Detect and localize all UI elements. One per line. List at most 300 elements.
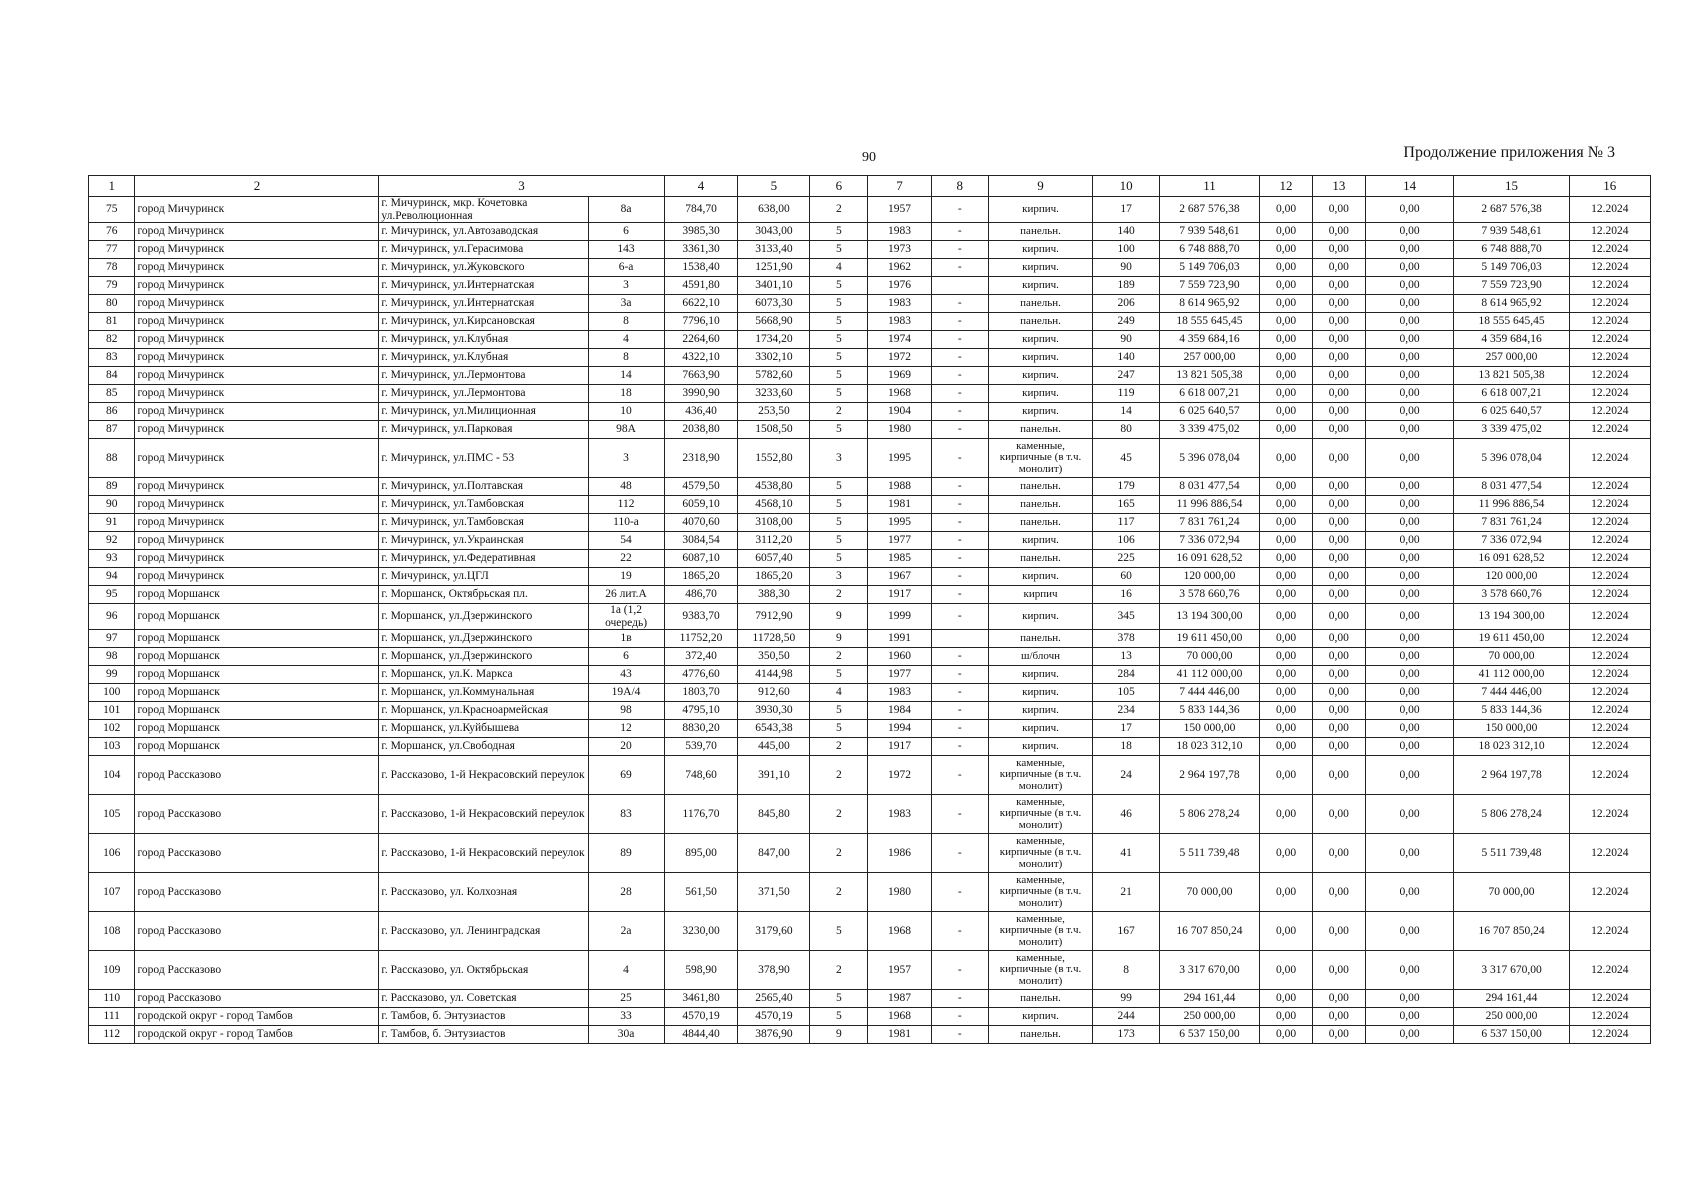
- cost-col-14-cell: 0,00: [1365, 514, 1454, 532]
- house-number-cell: 20: [588, 738, 664, 756]
- cost-col-12-cell: 0,00: [1260, 532, 1313, 550]
- address-cell: г. Мичуринск, ул.Герасимова: [379, 241, 588, 259]
- cell-8-cell: -: [931, 756, 988, 795]
- wall-material-cell: кирпич.: [988, 349, 1093, 367]
- municipality-cell: город Моршанск: [135, 604, 379, 630]
- address-cell: г. Рассказово, 1-й Некрасовский переулок: [379, 834, 588, 873]
- deadline-cell: 12.2024: [1569, 873, 1650, 912]
- cost-col-12-cell: 0,00: [1260, 951, 1313, 990]
- residents-cell: 117: [1093, 514, 1160, 532]
- floors-cell: 5: [810, 349, 868, 367]
- cost-total-cell: 13 821 505,38: [1159, 367, 1259, 385]
- table-row: [89, 648, 1651, 666]
- floors-cell: 3: [810, 439, 868, 478]
- row-number-cell: 108: [89, 912, 135, 951]
- total-area-cell: 598,90: [664, 951, 738, 990]
- wall-material-cell: каменные, кирпичные (в т.ч. монолит): [988, 951, 1093, 990]
- wall-material-cell: панельн.: [988, 496, 1093, 514]
- floors-cell: 5: [810, 385, 868, 403]
- cost-col-13-cell: 0,00: [1312, 834, 1365, 873]
- floors-cell: 5: [810, 720, 868, 738]
- cost-col-15-cell: 7 444 446,00: [1454, 684, 1569, 702]
- cost-col-13-cell: 0,00: [1312, 912, 1365, 951]
- cost-col-12-cell: 0,00: [1260, 586, 1313, 604]
- wall-material-cell: каменные, кирпичные (в т.ч. монолит): [988, 834, 1093, 873]
- cost-total-cell: 6 618 007,21: [1159, 385, 1259, 403]
- table-row: [89, 403, 1651, 421]
- municipality-cell: город Мичуринск: [135, 367, 379, 385]
- cost-col-12-cell: 0,00: [1260, 702, 1313, 720]
- cost-col-14-cell: 0,00: [1365, 756, 1454, 795]
- table-row: [89, 630, 1651, 648]
- row-number-cell: 102: [89, 720, 135, 738]
- residents-cell: 247: [1093, 367, 1160, 385]
- cost-col-14-cell: 0,00: [1365, 496, 1454, 514]
- wall-material-cell: кирпич.: [988, 738, 1093, 756]
- residents-cell: 13: [1093, 648, 1160, 666]
- cost-col-13-cell: 0,00: [1312, 795, 1365, 834]
- wall-material-cell: кирпич.: [988, 568, 1093, 586]
- deadline-cell: 12.2024: [1569, 648, 1650, 666]
- wall-material-cell: каменные, кирпичные (в т.ч. монолит): [988, 873, 1093, 912]
- house-number-cell: 19А/4: [588, 684, 664, 702]
- cost-col-13-cell: 0,00: [1312, 1026, 1365, 1044]
- cost-total-cell: 6 025 640,57: [1159, 403, 1259, 421]
- address-cell: г. Мичуринск, ул.ЦГЛ: [379, 568, 588, 586]
- table-row: [89, 331, 1651, 349]
- row-number-cell: 106: [89, 834, 135, 873]
- table-row: [89, 550, 1651, 568]
- address-cell: г. Мичуринск, ул.Клубная: [379, 331, 588, 349]
- cost-col-12-cell: 0,00: [1260, 385, 1313, 403]
- continuation-title: Продолжение приложения № 3: [1403, 144, 1615, 161]
- residents-cell: 173: [1093, 1026, 1160, 1044]
- table-row: [89, 385, 1651, 403]
- cost-col-14-cell: 0,00: [1365, 421, 1454, 439]
- floors-cell: 5: [810, 532, 868, 550]
- wall-material-cell: кирпич.: [988, 197, 1093, 223]
- municipality-cell: город Мичуринск: [135, 349, 379, 367]
- cell-8-cell: -: [931, 532, 988, 550]
- municipality-cell: город Моршанск: [135, 684, 379, 702]
- address-cell: г. Мичуринск, ул.Тамбовская: [379, 514, 588, 532]
- cell-8-cell: -: [931, 666, 988, 684]
- row-number-cell: 92: [89, 532, 135, 550]
- wall-material-cell: панельн.: [988, 421, 1093, 439]
- cost-col-12-cell: 0,00: [1260, 568, 1313, 586]
- address-cell: г. Рассказово, ул. Советская: [379, 990, 588, 1008]
- floors-cell: 2: [810, 951, 868, 990]
- row-number-cell: 77: [89, 241, 135, 259]
- residents-cell: 46: [1093, 795, 1160, 834]
- cost-col-14-cell: 0,00: [1365, 1026, 1454, 1044]
- floors-cell: 5: [810, 331, 868, 349]
- table-row: [89, 738, 1651, 756]
- cell-8-cell: -: [931, 951, 988, 990]
- cost-col-15-cell: 13 194 300,00: [1454, 604, 1569, 630]
- year-built-cell: 1904: [868, 403, 931, 421]
- total-area-cell: 6622,10: [664, 295, 738, 313]
- row-number-cell: 94: [89, 568, 135, 586]
- municipality-cell: город Мичуринск: [135, 241, 379, 259]
- cell-8-cell: -: [931, 604, 988, 630]
- deadline-cell: 12.2024: [1569, 951, 1650, 990]
- cost-col-13-cell: 0,00: [1312, 630, 1365, 648]
- cost-col-15-cell: 120 000,00: [1454, 568, 1569, 586]
- residents-cell: 90: [1093, 259, 1160, 277]
- cost-col-13-cell: 0,00: [1312, 550, 1365, 568]
- cost-col-14-cell: 0,00: [1365, 385, 1454, 403]
- row-number-cell: 91: [89, 514, 135, 532]
- cost-col-13-cell: 0,00: [1312, 873, 1365, 912]
- row-number-cell: 76: [89, 223, 135, 241]
- deadline-cell: 12.2024: [1569, 568, 1650, 586]
- living-area-cell: 350,50: [738, 648, 810, 666]
- table-row: [89, 514, 1651, 532]
- total-area-cell: 11752,20: [664, 630, 738, 648]
- cost-col-14-cell: 0,00: [1365, 666, 1454, 684]
- house-number-cell: 25: [588, 990, 664, 1008]
- house-number-cell: 30а: [588, 1026, 664, 1044]
- cost-total-cell: 257 000,00: [1159, 349, 1259, 367]
- house-number-cell: 69: [588, 756, 664, 795]
- cost-col-15-cell: 6 748 888,70: [1454, 241, 1569, 259]
- living-area-cell: 253,50: [738, 403, 810, 421]
- cell-8-cell: -: [931, 514, 988, 532]
- residents-cell: 21: [1093, 873, 1160, 912]
- cost-col-15-cell: 13 821 505,38: [1454, 367, 1569, 385]
- living-area-cell: 1734,20: [738, 331, 810, 349]
- living-area-cell: 3401,10: [738, 277, 810, 295]
- year-built-cell: 1972: [868, 756, 931, 795]
- deadline-cell: 12.2024: [1569, 385, 1650, 403]
- cell-8-cell: -: [931, 496, 988, 514]
- cost-col-15-cell: 41 112 000,00: [1454, 666, 1569, 684]
- cost-col-12-cell: 0,00: [1260, 439, 1313, 478]
- residents-cell: 140: [1093, 349, 1160, 367]
- floors-cell: 5: [810, 367, 868, 385]
- cost-col-14-cell: 0,00: [1365, 277, 1454, 295]
- cost-col-12-cell: 0,00: [1260, 666, 1313, 684]
- cost-col-14-cell: 0,00: [1365, 259, 1454, 277]
- floors-cell: 2: [810, 795, 868, 834]
- house-number-cell: 48: [588, 478, 664, 496]
- cost-col-13-cell: 0,00: [1312, 496, 1365, 514]
- cost-col-13-cell: 0,00: [1312, 514, 1365, 532]
- total-area-cell: 372,40: [664, 648, 738, 666]
- year-built-cell: 1962: [868, 259, 931, 277]
- cost-col-13-cell: 0,00: [1312, 756, 1365, 795]
- table-row: [89, 912, 1651, 951]
- cost-col-12-cell: 0,00: [1260, 1026, 1313, 1044]
- total-area-cell: 3361,30: [664, 241, 738, 259]
- cell-8-cell: -: [931, 403, 988, 421]
- year-built-cell: 1968: [868, 1008, 931, 1026]
- house-number-cell: 3: [588, 439, 664, 478]
- year-built-cell: 1969: [868, 367, 931, 385]
- residents-cell: 8: [1093, 951, 1160, 990]
- deadline-cell: 12.2024: [1569, 403, 1650, 421]
- living-area-cell: 3108,00: [738, 514, 810, 532]
- wall-material-cell: каменные, кирпичные (в т.ч. монолит): [988, 795, 1093, 834]
- cost-total-cell: 8 614 965,92: [1159, 295, 1259, 313]
- table-row: [89, 1026, 1651, 1044]
- cost-total-cell: 5 833 144,36: [1159, 702, 1259, 720]
- house-number-cell: 19: [588, 568, 664, 586]
- living-area-cell: 4568,10: [738, 496, 810, 514]
- living-area-cell: 4570,19: [738, 1008, 810, 1026]
- cost-col-12-cell: 0,00: [1260, 241, 1313, 259]
- floors-cell: 2: [810, 586, 868, 604]
- house-number-cell: 33: [588, 1008, 664, 1026]
- deadline-cell: 12.2024: [1569, 496, 1650, 514]
- residents-cell: 105: [1093, 684, 1160, 702]
- cost-col-14-cell: 0,00: [1365, 990, 1454, 1008]
- cost-col-13-cell: 0,00: [1312, 349, 1365, 367]
- floors-cell: 5: [810, 313, 868, 331]
- row-number-cell: 75: [89, 197, 135, 223]
- residents-cell: 17: [1093, 197, 1160, 223]
- wall-material-cell: панельн.: [988, 630, 1093, 648]
- wall-material-cell: кирпич.: [988, 684, 1093, 702]
- cost-col-13-cell: 0,00: [1312, 421, 1365, 439]
- cost-col-15-cell: 7 939 548,61: [1454, 223, 1569, 241]
- table-row: [89, 834, 1651, 873]
- house-number-cell: 143: [588, 241, 664, 259]
- cell-8-cell: -: [931, 834, 988, 873]
- address-cell: г. Мичуринск, ул.Милиционная: [379, 403, 588, 421]
- cost-col-12-cell: 0,00: [1260, 738, 1313, 756]
- row-number-cell: 79: [89, 277, 135, 295]
- cost-col-15-cell: 8 031 477,54: [1454, 478, 1569, 496]
- house-number-cell: 12: [588, 720, 664, 738]
- address-cell: г. Моршанск, ул.Дзержинского: [379, 630, 588, 648]
- residents-cell: 18: [1093, 738, 1160, 756]
- cost-col-12-cell: 0,00: [1260, 604, 1313, 630]
- cost-col-14-cell: 0,00: [1365, 648, 1454, 666]
- total-area-cell: 2264,60: [664, 331, 738, 349]
- wall-material-cell: кирпич.: [988, 720, 1093, 738]
- address-cell: г. Рассказово, ул. Октябрьская: [379, 951, 588, 990]
- cost-col-12-cell: 0,00: [1260, 367, 1313, 385]
- column-header: 2: [135, 176, 379, 197]
- residents-cell: 106: [1093, 532, 1160, 550]
- house-number-cell: 54: [588, 532, 664, 550]
- year-built-cell: 1981: [868, 1026, 931, 1044]
- cost-col-12-cell: 0,00: [1260, 630, 1313, 648]
- cost-col-15-cell: 70 000,00: [1454, 873, 1569, 912]
- row-number-cell: 86: [89, 403, 135, 421]
- living-area-cell: 3112,20: [738, 532, 810, 550]
- table-row: [89, 478, 1651, 496]
- cost-col-15-cell: 5 511 739,48: [1454, 834, 1569, 873]
- wall-material-cell: панельн.: [988, 223, 1093, 241]
- cost-col-15-cell: 294 161,44: [1454, 990, 1569, 1008]
- wall-material-cell: кирпич.: [988, 331, 1093, 349]
- deadline-cell: 12.2024: [1569, 586, 1650, 604]
- cost-total-cell: 16 091 628,52: [1159, 550, 1259, 568]
- cost-col-14-cell: 0,00: [1365, 795, 1454, 834]
- municipality-cell: город Мичуринск: [135, 313, 379, 331]
- total-area-cell: 1176,70: [664, 795, 738, 834]
- column-header: 1: [89, 176, 135, 197]
- table-row: [89, 223, 1651, 241]
- municipality-cell: город Рассказово: [135, 795, 379, 834]
- column-header: 3: [379, 176, 664, 197]
- residents-cell: 225: [1093, 550, 1160, 568]
- cost-total-cell: 7 831 761,24: [1159, 514, 1259, 532]
- floors-cell: 5: [810, 1008, 868, 1026]
- cost-col-12-cell: 0,00: [1260, 349, 1313, 367]
- cell-8-cell: -: [931, 259, 988, 277]
- residents-cell: 90: [1093, 331, 1160, 349]
- house-number-cell: 22: [588, 550, 664, 568]
- deadline-cell: 12.2024: [1569, 756, 1650, 795]
- wall-material-cell: кирпич.: [988, 532, 1093, 550]
- house-number-cell: 1а (1,2 очередь): [588, 604, 664, 630]
- total-area-cell: 1538,40: [664, 259, 738, 277]
- deadline-cell: 12.2024: [1569, 1008, 1650, 1026]
- column-header: 5: [738, 176, 810, 197]
- floors-cell: 5: [810, 514, 868, 532]
- cost-total-cell: 70 000,00: [1159, 648, 1259, 666]
- house-number-cell: 2а: [588, 912, 664, 951]
- row-number-cell: 109: [89, 951, 135, 990]
- living-area-cell: 3133,40: [738, 241, 810, 259]
- column-header: 7: [868, 176, 931, 197]
- year-built-cell: 1973: [868, 241, 931, 259]
- total-area-cell: 3461,80: [664, 990, 738, 1008]
- residents-cell: 16: [1093, 586, 1160, 604]
- house-number-cell: 8: [588, 349, 664, 367]
- cost-col-13-cell: 0,00: [1312, 990, 1365, 1008]
- row-number-cell: 95: [89, 586, 135, 604]
- wall-material-cell: панельн.: [988, 313, 1093, 331]
- cost-col-12-cell: 0,00: [1260, 223, 1313, 241]
- municipality-cell: город Мичуринск: [135, 496, 379, 514]
- municipality-cell: город Рассказово: [135, 756, 379, 795]
- year-built-cell: 1972: [868, 349, 931, 367]
- residents-cell: 249: [1093, 313, 1160, 331]
- living-area-cell: 4538,80: [738, 478, 810, 496]
- cost-col-12-cell: 0,00: [1260, 478, 1313, 496]
- municipality-cell: город Мичуринск: [135, 568, 379, 586]
- year-built-cell: 1980: [868, 873, 931, 912]
- living-area-cell: 371,50: [738, 873, 810, 912]
- cost-col-14-cell: 0,00: [1365, 912, 1454, 951]
- cost-col-15-cell: 70 000,00: [1454, 648, 1569, 666]
- cost-col-12-cell: 0,00: [1260, 403, 1313, 421]
- cost-col-12-cell: 0,00: [1260, 756, 1313, 795]
- year-built-cell: 1994: [868, 720, 931, 738]
- cost-col-14-cell: 0,00: [1365, 873, 1454, 912]
- living-area-cell: 3233,60: [738, 385, 810, 403]
- living-area-cell: 5782,60: [738, 367, 810, 385]
- row-number-cell: 111: [89, 1008, 135, 1026]
- cost-col-12-cell: 0,00: [1260, 514, 1313, 532]
- cell-8-cell: -: [931, 197, 988, 223]
- cost-col-14-cell: 0,00: [1365, 367, 1454, 385]
- total-area-cell: 3985,30: [664, 223, 738, 241]
- deadline-cell: 12.2024: [1569, 1026, 1650, 1044]
- cost-col-14-cell: 0,00: [1365, 223, 1454, 241]
- table-row: [89, 951, 1651, 990]
- municipality-cell: город Моршанск: [135, 586, 379, 604]
- cell-8-cell: -: [931, 295, 988, 313]
- residents-cell: 378: [1093, 630, 1160, 648]
- address-cell: г. Моршанск, ул.Свободная: [379, 738, 588, 756]
- total-area-cell: 9383,70: [664, 604, 738, 630]
- cost-col-14-cell: 0,00: [1365, 951, 1454, 990]
- total-area-cell: 4844,40: [664, 1026, 738, 1044]
- living-area-cell: 847,00: [738, 834, 810, 873]
- table-row: [89, 421, 1651, 439]
- residents-cell: 80: [1093, 421, 1160, 439]
- floors-cell: 5: [810, 990, 868, 1008]
- deadline-cell: 12.2024: [1569, 223, 1650, 241]
- cost-col-13-cell: 0,00: [1312, 313, 1365, 331]
- deadline-cell: 12.2024: [1569, 550, 1650, 568]
- year-built-cell: 1999: [868, 604, 931, 630]
- deadline-cell: 12.2024: [1569, 197, 1650, 223]
- row-number-cell: 101: [89, 702, 135, 720]
- address-cell: г. Рассказово, ул. Ленинградская: [379, 912, 588, 951]
- row-number-cell: 83: [89, 349, 135, 367]
- deadline-cell: 12.2024: [1569, 349, 1650, 367]
- house-number-cell: 3: [588, 277, 664, 295]
- floors-cell: 5: [810, 666, 868, 684]
- cost-col-15-cell: 250 000,00: [1454, 1008, 1569, 1026]
- year-built-cell: 1957: [868, 197, 931, 223]
- cell-8-cell: -: [931, 648, 988, 666]
- cost-total-cell: 250 000,00: [1159, 1008, 1259, 1026]
- year-built-cell: 1957: [868, 951, 931, 990]
- residents-cell: 24: [1093, 756, 1160, 795]
- cost-col-15-cell: 8 614 965,92: [1454, 295, 1569, 313]
- row-number-cell: 98: [89, 648, 135, 666]
- year-built-cell: 1983: [868, 295, 931, 313]
- house-number-cell: 1в: [588, 630, 664, 648]
- table-row: [89, 277, 1651, 295]
- house-number-cell: 14: [588, 367, 664, 385]
- cell-8-cell: -: [931, 873, 988, 912]
- cell-8-cell: -: [931, 331, 988, 349]
- total-area-cell: 748,60: [664, 756, 738, 795]
- cost-total-cell: 3 317 670,00: [1159, 951, 1259, 990]
- municipality-cell: город Рассказово: [135, 990, 379, 1008]
- deadline-cell: 12.2024: [1569, 367, 1650, 385]
- floors-cell: 5: [810, 550, 868, 568]
- year-built-cell: 1984: [868, 702, 931, 720]
- residents-cell: 99: [1093, 990, 1160, 1008]
- column-header: 14: [1365, 176, 1454, 197]
- cost-col-12-cell: 0,00: [1260, 197, 1313, 223]
- cost-col-15-cell: 7 831 761,24: [1454, 514, 1569, 532]
- table-row: [89, 873, 1651, 912]
- address-cell: г. Моршанск, Октябрьская пл.: [379, 586, 588, 604]
- table-row: [89, 241, 1651, 259]
- cost-total-cell: 11 996 886,54: [1159, 496, 1259, 514]
- deadline-cell: 12.2024: [1569, 532, 1650, 550]
- total-area-cell: 4070,60: [664, 514, 738, 532]
- municipality-cell: городской округ - город Тамбов: [135, 1026, 379, 1044]
- floors-cell: 2: [810, 756, 868, 795]
- address-cell: г. Рассказово, 1-й Некрасовский переулок: [379, 756, 588, 795]
- deadline-cell: 12.2024: [1569, 834, 1650, 873]
- row-number-cell: 82: [89, 331, 135, 349]
- cost-col-13-cell: 0,00: [1312, 684, 1365, 702]
- total-area-cell: 1865,20: [664, 568, 738, 586]
